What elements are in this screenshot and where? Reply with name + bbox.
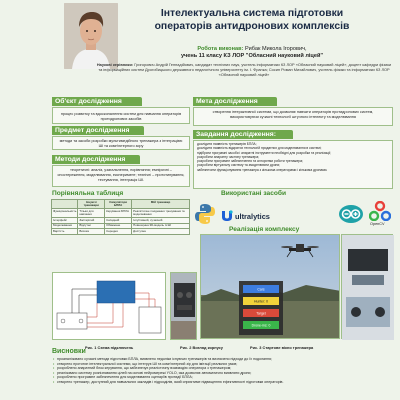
goal-header: Мета дослідження: [193, 97, 277, 106]
poster-title: [122, 8, 382, 33]
task-item: дослідити наявність відкритих технологій придатних для моделювання в системі;: [197, 146, 322, 151]
caption-3: Рис. 3 Стартове вікно тренажера: [250, 345, 314, 350]
table-cell: Середня: [105, 229, 132, 235]
supervisors-text: Григорович Андрій Геннадійович, кандидат технічних наук, учитель інформатики КЗ ЛОР «Обласний науковий ліцей», доцент кафедри фізики та інформаційних систем Дрогобицького державного педагогічного університету ім. І. Франка; Сосин Роман Михайлович, учитель фізики та інформатики КЗ ЛОР «Обласний науковий ліцей»: [98, 62, 392, 77]
opencv-logo: [368, 201, 393, 229]
opencv-icon: [369, 201, 391, 221]
tasks-header: Завдання дослідження:: [193, 130, 293, 139]
python-logo: [193, 202, 217, 230]
conclusions-list: [52, 357, 393, 384]
title-line-2: операторів антидронових комплексів: [154, 20, 350, 32]
author-school: учень 11 класу КЗ ЛОР "Обласний науковий ліцей": [180, 53, 324, 59]
conclusion-item: • створено прототип інтелектуальної системи, що інтегрує ШІ та комп'ютерний зір для імітації реальних умов;: [52, 362, 393, 367]
table-header-cell: Існуючі тренажери: [78, 200, 105, 209]
comparison-table: [51, 199, 190, 235]
tasks-body: [193, 140, 393, 189]
methods-header: Методи дослідження: [52, 155, 140, 164]
menu-item-label: Cars: [257, 287, 265, 292]
task-item: розробити апаратну частину тренажера;: [197, 154, 260, 159]
table-cell: Моделювання: [52, 223, 78, 229]
conclusion-item: • створено тренажер, доступний для навчальних закладів і підрозділів, який сприятиме підвищенню ефективності підготовки операторів.: [52, 380, 393, 385]
table-cell: Тільки для навчання: [78, 209, 105, 218]
supervisors-block: [95, 62, 393, 77]
methods-body: теоретичні: аналіз, узагальнення, порівняння; емпіричні – спостереження, моделювання, експеримент; технічні – прототипування, тестування, інтеграція ШІ.: [52, 165, 190, 187]
title-line-1: Інтелектуальна система підготовки: [160, 8, 344, 19]
trainer-hardware-photo: [341, 234, 393, 339]
conclusion-item: • розроблено програмне забезпечення для моделювання сценаріїв протидії БПЛА;: [52, 375, 393, 380]
tools-row: [193, 199, 393, 227]
ultralytics-icon: [220, 209, 234, 223]
table-title: Порівняльна таблиця: [52, 190, 124, 197]
object-body: процес розвитку та вдосконалення систем для навчання операторів протидронових засобів: [52, 107, 190, 124]
arduino-logo: [338, 203, 364, 231]
author-portrait: [64, 3, 118, 69]
arduino-icon: [338, 203, 364, 225]
caption-2: Рис. 2 Вигляд корпусу: [180, 345, 223, 350]
menu-item-label: Drone-ms: 0: [251, 323, 271, 328]
case-photo-drawing: [171, 273, 197, 340]
task-item: забезпечити функціонування тренажера з кількома операторами і кількома дронами.: [197, 167, 328, 172]
table-cell: Інтуїтивний, сучасний: [132, 218, 190, 224]
table-row: [52, 209, 190, 218]
author-block: [122, 46, 382, 60]
subject-header: Предмет дослідження: [52, 126, 144, 135]
conclusion-item: • реалізовано систему розпізнавання цілей на основі нейромережі YOLO, яка дозволяє автоматично виявляти дрони;: [52, 371, 393, 376]
trainer-screenshot: [200, 234, 340, 339]
task-item: розробити віртуальну систему та змоделювати дрони;: [197, 163, 281, 168]
task-item: дослідити наявність тренажерів БПЛА;: [197, 142, 257, 146]
ultralytics-label: ultralytics: [235, 212, 270, 221]
table-cell: Повноцінна 3D-модель із ШІ: [132, 223, 190, 229]
tools-title: Використані засоби: [221, 190, 287, 197]
table-header-cell: Симулятори БПЛА: [105, 200, 132, 209]
table-cell: Доступна: [132, 229, 190, 235]
menu-item-label: Hunter: 0: [254, 299, 268, 304]
author-label: Робота виконав:: [197, 46, 244, 52]
wiring-diagram-drawing: [53, 273, 167, 341]
python-icon: [193, 202, 217, 226]
opencv-label: OpenCV: [370, 222, 385, 226]
caption-1: Рис. 1 Схема підключень: [85, 345, 134, 350]
table-cell: Відсутнє: [78, 223, 105, 229]
author-photo: [64, 3, 118, 69]
table-cell: Вартість: [52, 229, 78, 235]
conclusion-item: • проаналізовано сучасні методи підготовки БПЛА, виявлено недоліки існуючих тренажерів та визначено підходи до їх подолання;: [52, 357, 393, 362]
table-cell: Застарілий: [78, 218, 105, 224]
table-cell: Керування БПЛА: [105, 209, 132, 218]
menu-item-label: Target: [256, 311, 266, 316]
conclusions-title: Висновки: [52, 348, 86, 355]
table-cell: Складний: [105, 218, 132, 224]
supervisors-label: Наукові керівники:: [96, 62, 134, 67]
author-name: Рибак Микола Ігорович,: [244, 46, 307, 52]
table-cell: Висока: [78, 229, 105, 235]
task-item: розробити програмне забезпечення та алгоритми роботи тренажера;: [197, 159, 304, 164]
table-row: [52, 229, 190, 235]
impl-title: Реалізація комплексу: [229, 226, 300, 233]
trainer-hardware-drawing: [342, 235, 394, 340]
table-header-cell: [52, 200, 78, 209]
trainer-scene: [201, 235, 340, 339]
wiring-diagram: [52, 272, 166, 340]
table-header-row: [52, 200, 190, 209]
table-cell: Інтерфейс: [52, 218, 78, 224]
table-cell: Реалістичне поєднання тренування та моделювання: [132, 209, 190, 218]
subject-body: методи та засоби розробки мультимедійного тренажера з інтеграцією ШІ та комп'ютерного зору: [52, 136, 190, 150]
table-header-cell: Мій тренажер: [132, 200, 190, 209]
conclusion-item: • розроблено апаратний блок керування, що забезпечує реалістичну взаємодію оператора з тренажером;: [52, 366, 393, 371]
case-photo: [170, 272, 197, 340]
goal-body: створення інтерактивної системи, що дозволяє навчати операторів протидронових систем, використовуючи сучасні технології штучного інтелекту та моделювання: [193, 107, 393, 126]
task-item: підібрати програмні засоби і апаратні інструменти необхідні для розробки та реалізації;: [197, 150, 332, 155]
table-cell: Обмежене: [105, 223, 132, 229]
table-cell: Функціональність: [52, 209, 78, 218]
object-header: Об'єкт дослідження: [52, 97, 142, 106]
